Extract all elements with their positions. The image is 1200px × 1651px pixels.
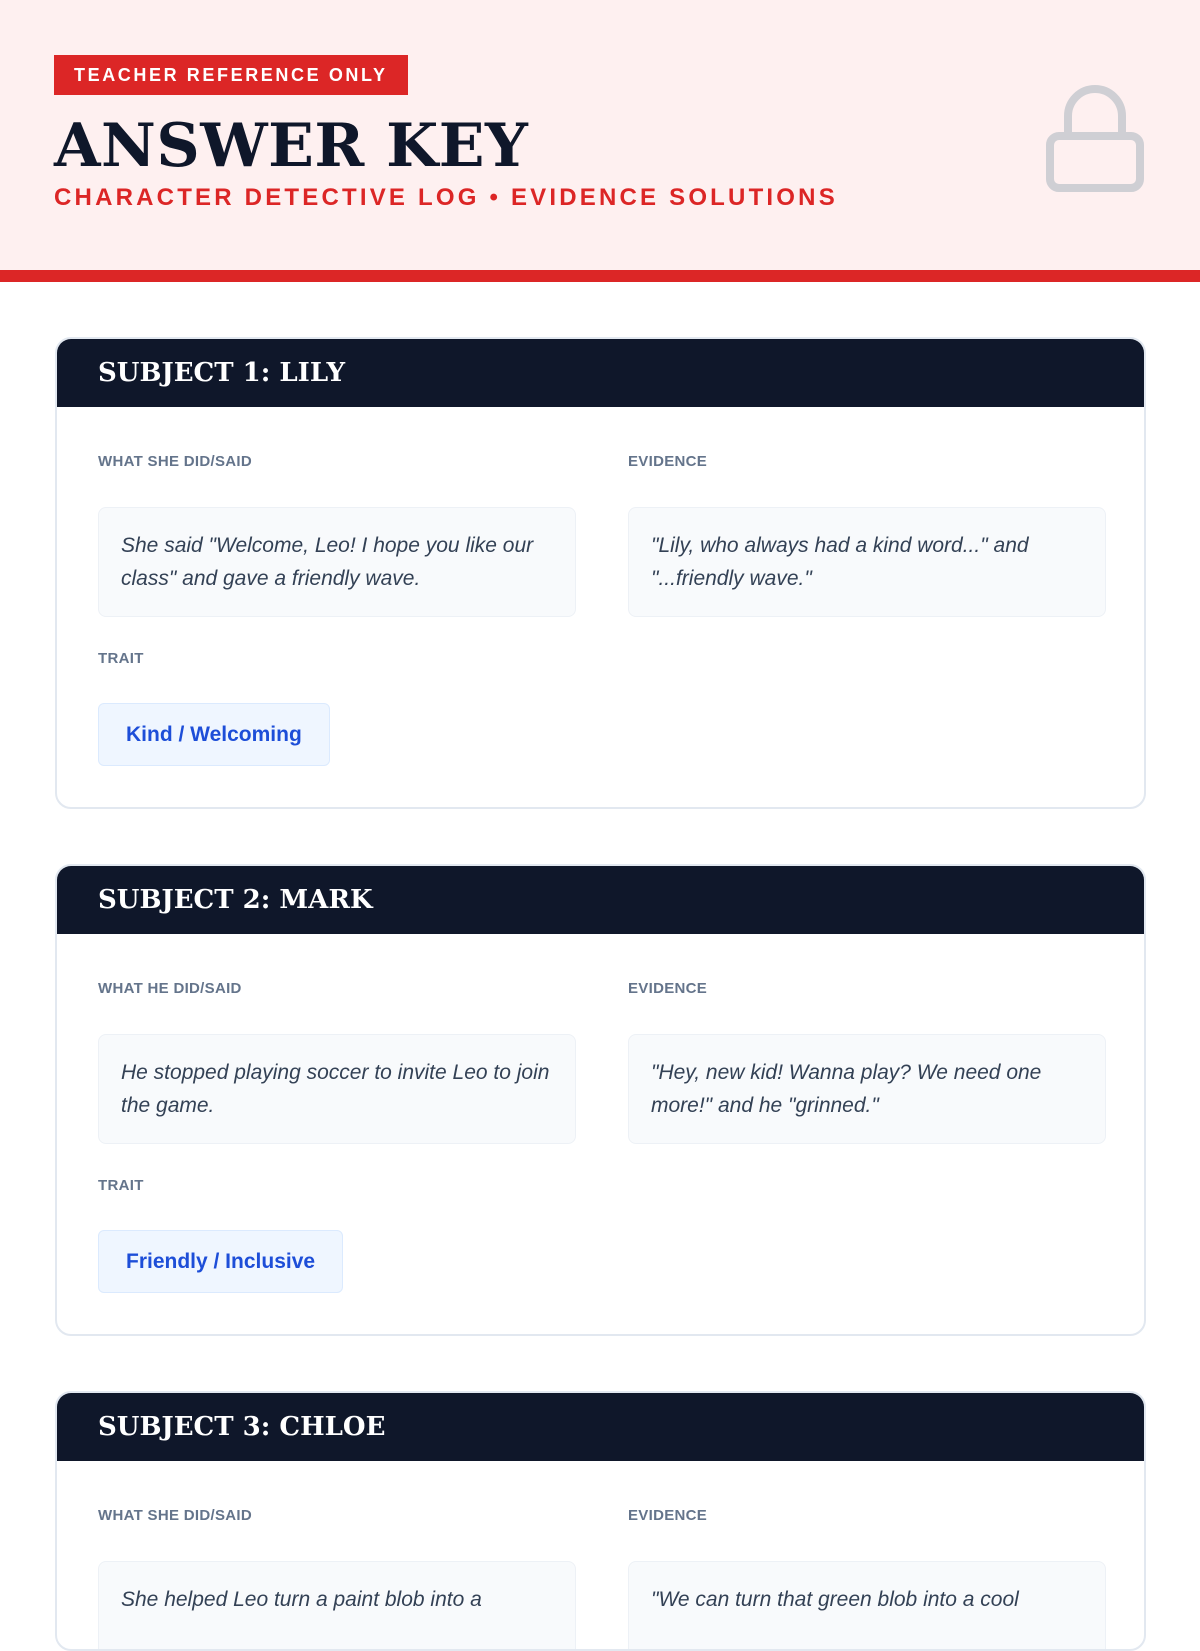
trait-answer: Kind / Welcoming — [98, 703, 330, 766]
subject-heading: SUBJECT 2: MARK — [57, 866, 1144, 934]
evidence-answer: "We can turn that green blob into a cool — [628, 1561, 1106, 1651]
action-label: WHAT SHE DID/SAID — [98, 453, 252, 470]
action-answer: She said "Welcome, Leo! I hope you like our class" and gave a friendly wave. — [98, 507, 576, 617]
evidence-answer: "Hey, new kid! Wanna play? We need one more!" and he "grinned." — [628, 1034, 1106, 1144]
page-subtitle: CHARACTER DETECTIVE LOG • EVIDENCE SOLUTIONS — [54, 184, 838, 211]
trait-label: TRAIT — [98, 1177, 144, 1194]
subject-card-3 — [55, 1391, 1146, 1651]
trait-label: TRAIT — [98, 650, 144, 667]
subject-card-2 — [55, 864, 1146, 1336]
page-title: ANSWER KEY — [54, 111, 529, 181]
subject-heading: SUBJECT 1: LILY — [57, 339, 1144, 407]
action-answer: She helped Leo turn a paint blob into a — [98, 1561, 576, 1651]
evidence-label: EVIDENCE — [628, 980, 708, 997]
action-label: WHAT SHE DID/SAID — [98, 1507, 252, 1524]
evidence-label: EVIDENCE — [628, 1507, 708, 1524]
action-label: WHAT HE DID/SAID — [98, 980, 242, 997]
subject-card-1 — [55, 337, 1146, 809]
page-header — [0, 0, 1200, 282]
evidence-label: EVIDENCE — [628, 453, 708, 470]
teacher-badge: TEACHER REFERENCE ONLY — [54, 55, 408, 95]
action-answer: He stopped playing soccer to invite Leo to join the game. — [98, 1034, 576, 1144]
lock-icon — [1046, 84, 1144, 194]
evidence-answer: "Lily, who always had a kind word..." and "...friendly wave." — [628, 507, 1106, 617]
trait-answer: Friendly / Inclusive — [98, 1230, 343, 1293]
subject-heading: SUBJECT 3: CHLOE — [57, 1393, 1144, 1461]
